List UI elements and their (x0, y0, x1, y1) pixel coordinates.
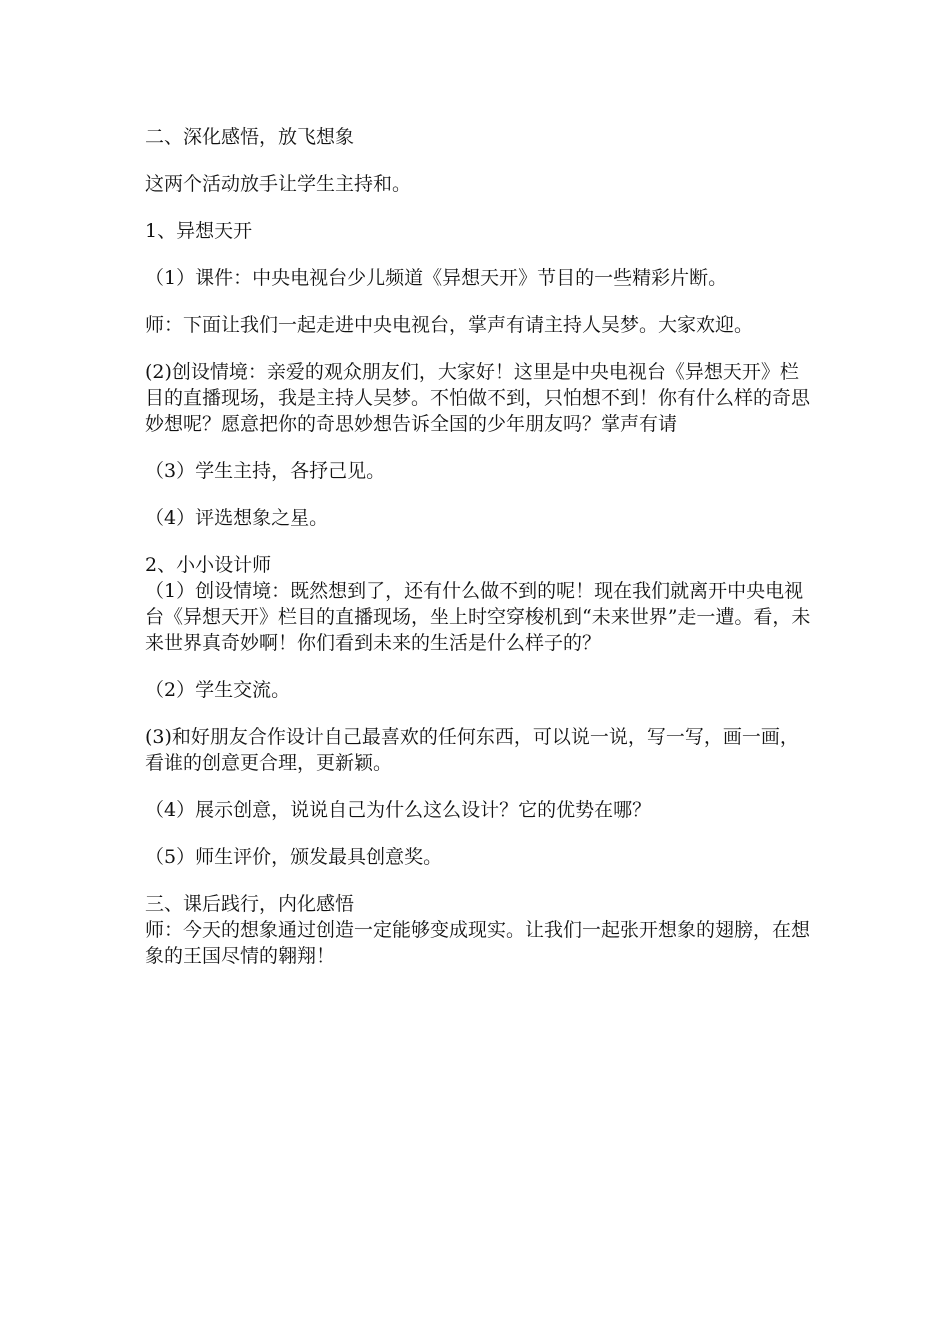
paragraph-teacher-1: 师：下面让我们一起走进中央电视台，掌声有请主持人吴梦。大家欢迎。 (145, 314, 754, 336)
section-heading-3: 三、课后践行，内化感悟 (145, 893, 355, 915)
paragraph-item-1-1: （1）课件：中央电视台少儿频道《异想天开》节目的一些精彩片断。 (145, 267, 728, 289)
paragraph-item-1-3: （3）学生主持，各抒己见。 (145, 460, 386, 482)
paragraph-item-1-2: (2)创设情境：亲爱的观众朋友们，大家好！这里是中央电视台《异想天开》栏目的直播现场，我是主持人吴梦。不怕做不到，只怕想不到！你有什么样的奇思妙想呢？愿意把你的奇思妙想告诉全国的少年朋友吗？掌声有请 (145, 361, 811, 435)
document-body (145, 124, 815, 990)
paragraph-intro: 这两个活动放手让学生主持和。 (145, 173, 412, 195)
section-heading-2: 二、深化感悟，放飞想象 (145, 126, 355, 148)
paragraph-item-2-5: （5）师生评价，颁发最具创意奖。 (145, 846, 443, 868)
paragraph-item-2-3: (3)和好朋友合作设计自己最喜欢的任何东西，可以说一说，写一写，画一画，看谁的创意更合理，更新颖。 (145, 726, 799, 774)
paragraph-item-2-4: （4）展示创意，说说自己为什么这么设计？它的优势在哪？ (145, 799, 652, 821)
paragraph-item-1-4: （4）评选想象之星。 (145, 507, 329, 529)
paragraph-item-2-1: （1）创设情境：既然想到了，还有什么做不到的呢！现在我们就离开中央电视台《异想天开》栏目的直播现场，坐上时空穿梭机到“未来世界”走一遭。看，未来世界真奇妙啊！你们看到未来的生活是什么样子的？ (145, 580, 811, 654)
paragraph-item-2-2: （2）学生交流。 (145, 679, 291, 701)
paragraph-teacher-2: 师：今天的想象通过创造一定能够变成现实。让我们一起张开想象的翅膀，在想象的王国尽情的翱翔！ (145, 919, 811, 967)
subheading-1: 1、异想天开 (145, 220, 253, 242)
subheading-2: 2、小小设计师 (145, 554, 272, 576)
